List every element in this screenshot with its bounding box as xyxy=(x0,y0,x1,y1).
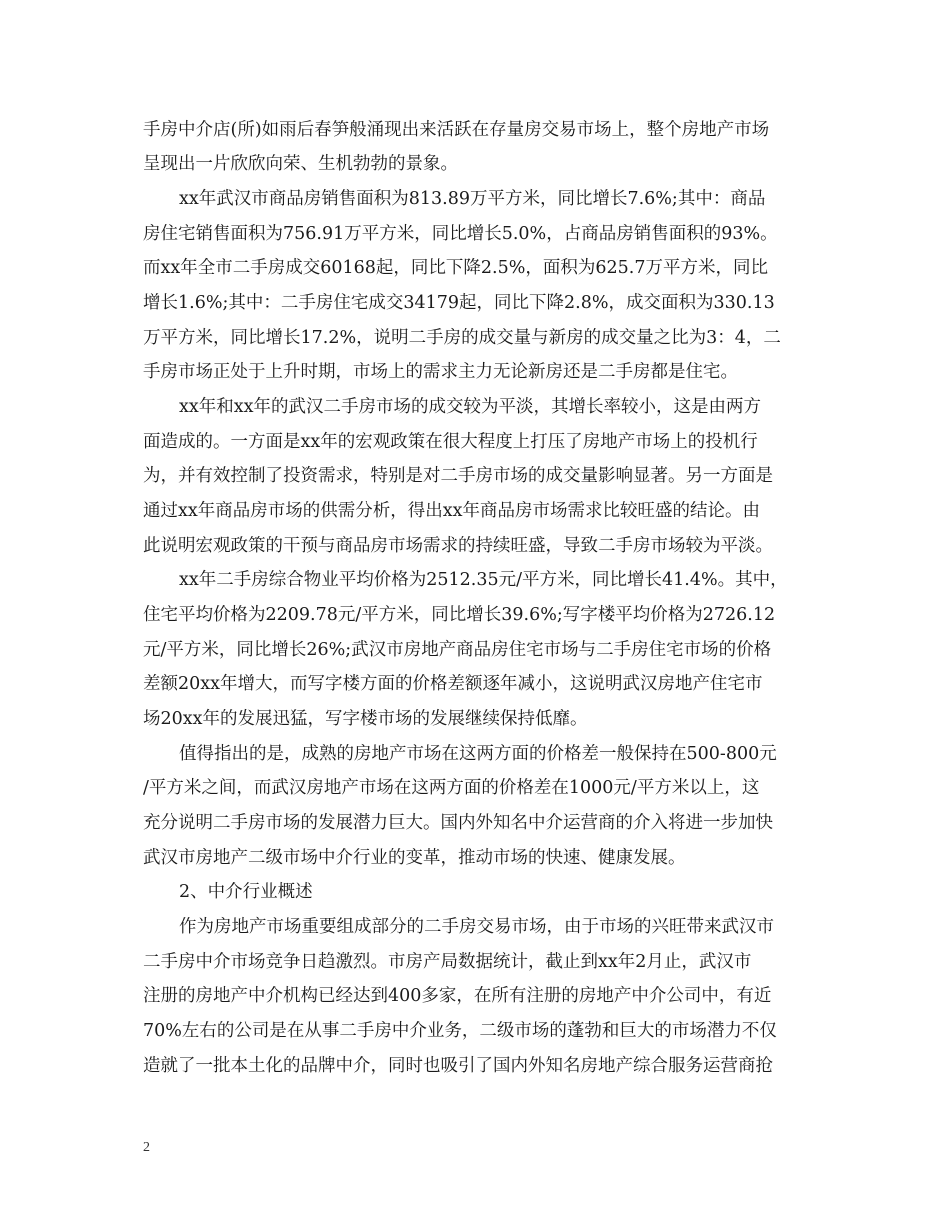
paragraph-start-line: xx年二手房综合物业平均价格为2512.35元/平方米，同比增长41.4%。其中， xyxy=(179,570,788,590)
text-line: 武汉市房地产二级市场中介行业的变革，推动市场的快速、健康发展。 xyxy=(143,848,686,868)
paragraph-start-line: xx年和xx年的武汉二手房市场的成交较为平淡，其增长率较小，这是由两方 xyxy=(179,397,761,417)
text-line: 充分说明二手房市场的发展潜力巨大。国内外知名中介运营商的介入将进一步加快 xyxy=(143,813,773,833)
text-line: 万平方米，同比增长17.2%，说明二手房的成交量与新房的成交量之比为3：4，二 xyxy=(143,328,781,348)
text-line: /平方米之间，而武汉房地产市场在这两方面的价格差在1000元/平方米以上，这 xyxy=(143,778,760,798)
text-line: 手房市场正处于上升时期，市场上的需求主力无论新房还是二手房都是住宅。 xyxy=(143,362,738,382)
text-line: 通过xx年商品房市场的供需分析，得出xx年商品房市场需求比较旺盛的结论。由 xyxy=(143,501,760,521)
text-line: 注册的房地产中介机构已经达到400多家，在所有注册的房地产中介公司中，有近 xyxy=(143,986,772,1006)
text-line: 二手房中介市场竞争日趋激烈。市房产局数据统计，截止到xx年2月止，武汉市 xyxy=(143,952,752,972)
paragraph-start-line: 值得指出的是，成熟的房地产市场在这两方面的价格差一般保持在500-800元 xyxy=(179,744,777,764)
text-line: 元/平方米，同比增长26%;武汉市房地产商品房住宅市场与二手房住宅市场的价格 xyxy=(143,640,772,660)
page-number: 2 xyxy=(143,1140,150,1155)
text-line: 场20xx年的发展迅猛，写字楼市场的发展继续保持低靡。 xyxy=(143,709,588,729)
text-line: 面造成的。一方面是xx年的宏观政策在很大程度上打压了房地产市场上的投机行 xyxy=(143,432,758,452)
text-line: 而xx年全市二手房成交60168起，同比下降2.5%，面积为625.7万平方米，同比 xyxy=(143,258,768,278)
text-line: 差额20xx年增大，而写字楼方面的价格差额逐年减小，这说明武汉房地产住宅市 xyxy=(143,674,763,694)
text-line: 70%左右的公司是在从事二手房中介业务，二级市场的蓬勃和巨大的市场潜力不仅 xyxy=(143,1021,777,1041)
paragraph-start-line: xx年武汉市商品房销售面积为813.89万平方米，同比增长7.6%;其中：商品 xyxy=(179,189,766,209)
text-line: 造就了一批本土化的品牌中介，同时也吸引了国内外知名房地产综合服务运营商抢 xyxy=(143,1056,773,1076)
text-line: 增长1.6%;其中：二手房住宅成交34179起，同比下降2.8%，成交面积为330.13 xyxy=(143,293,775,313)
text-line: 为，并有效控制了投资需求，特别是对二手房市场的成交量影响显著。另一方面是 xyxy=(143,466,773,486)
paragraph-start-line: 作为房地产市场重要组成部分的二手房交易市场，由于市场的兴旺带来武汉市 xyxy=(179,917,774,937)
text-line: 手房中介店(所)如雨后春笋般涌现出来活跃在存量房交易市场上，整个房地产市场 xyxy=(143,120,770,140)
text-line: 此说明宏观政策的干预与商品房市场需求的持续旺盛，导致二手房市场较为平淡。 xyxy=(143,536,773,556)
text-line: 住宅平均价格为2209.78元/平方米，同比增长39.6%;写字楼平均价格为2726.12 xyxy=(143,605,776,625)
text-line: 呈现出一片欣欣向荣、生机勃勃的景象。 xyxy=(143,154,458,174)
section-heading: 2、中介行业概述 xyxy=(179,882,313,902)
text-line: 房住宅销售面积为756.91万平方米，同比增长5.0%，占商品房销售面积的93%。 xyxy=(143,224,778,244)
